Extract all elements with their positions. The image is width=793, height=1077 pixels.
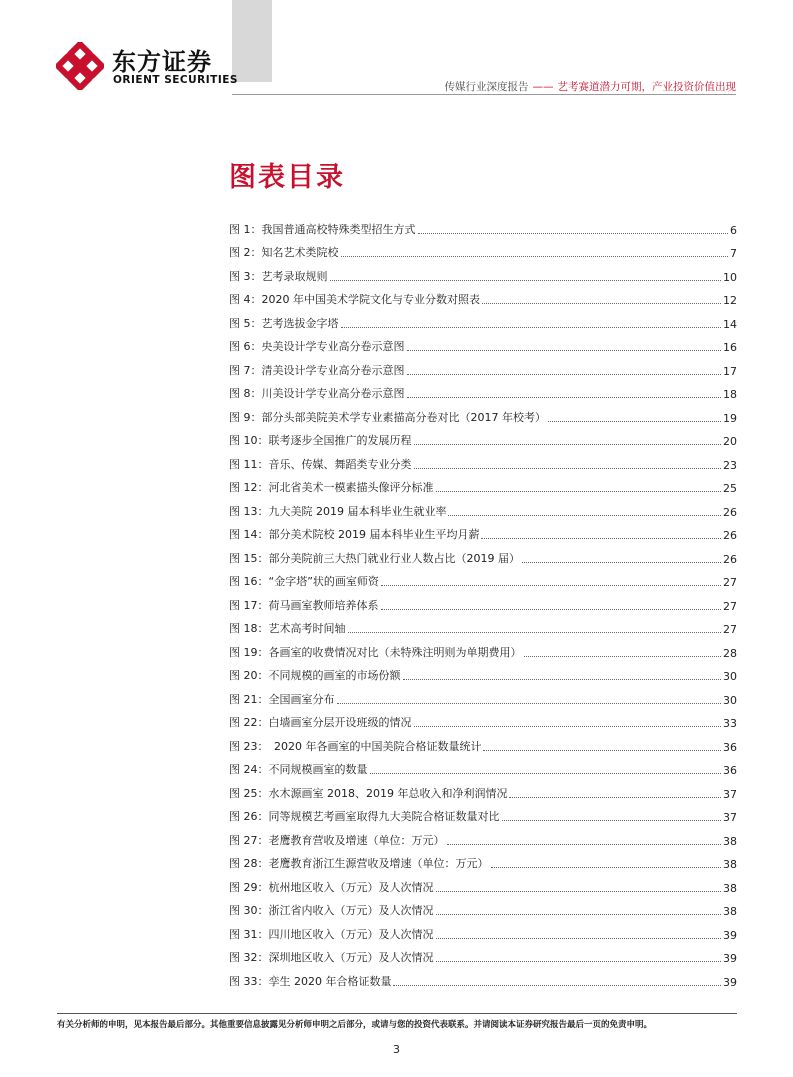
toc-entry-label[interactable]: 图 15：部分美院前三大热门就业行业人数占比（2019 届） <box>229 551 520 565</box>
toc-entry[interactable] <box>229 378 737 402</box>
page-title: 图表目录 <box>229 162 345 193</box>
toc-entry-page[interactable]: 36 <box>723 740 737 754</box>
toc-entry-label[interactable]: 图 1：我国普通高校特殊类型招生方式 <box>229 222 416 236</box>
toc-dot-leader <box>381 585 721 586</box>
toc-entry[interactable] <box>229 495 737 519</box>
toc-dot-leader <box>414 726 722 727</box>
toc-entry-label[interactable]: 图 27：老鹰教育营收及增速（单位：万元） <box>229 833 445 847</box>
toc-entry-page[interactable]: 26 <box>723 505 737 519</box>
toc-entry-page[interactable]: 39 <box>723 928 737 942</box>
toc-dot-leader <box>436 938 722 939</box>
toc-entry[interactable] <box>229 613 737 637</box>
toc-entry-page[interactable]: 28 <box>723 646 737 660</box>
toc-entry-page[interactable]: 37 <box>723 787 737 801</box>
toc-entry[interactable] <box>229 777 737 801</box>
toc-dot-leader <box>524 656 722 657</box>
toc-entry-page[interactable]: 27 <box>723 599 737 613</box>
toc-entry-label[interactable]: 图 13：九大美院 2019 届本科毕业生就业率 <box>229 504 447 518</box>
company-logo <box>56 42 238 92</box>
toc-dot-leader <box>330 280 722 281</box>
toc-entry-label[interactable]: 图 12：河北省美术一模素描头像评分标准 <box>229 481 434 494</box>
toc-dot-leader <box>407 350 722 351</box>
toc-entry[interactable] <box>229 425 737 449</box>
toc-entry-label[interactable]: 图 10：联考逐步全国推广的发展历程 <box>229 434 412 447</box>
toc-entry-page[interactable]: 20 <box>723 435 737 448</box>
toc-entry-page[interactable]: 14 <box>723 317 737 331</box>
toc-dot-leader <box>414 468 722 469</box>
toc-dot-leader <box>502 820 722 821</box>
toc-entry-page[interactable]: 38 <box>723 905 737 918</box>
toc-entry[interactable] <box>229 871 737 895</box>
toc-dot-leader <box>407 374 722 375</box>
toc-entry[interactable] <box>229 331 737 355</box>
toc-entry-label[interactable]: 图 11：音乐、传媒、舞蹈类专业分类 <box>229 457 412 471</box>
toc-dot-leader <box>403 679 722 680</box>
page-number: 3 <box>393 1043 400 1056</box>
toc-entry[interactable] <box>229 824 737 848</box>
toc-entry-page[interactable]: 33 <box>723 717 737 730</box>
toc-entry-page[interactable]: 39 <box>723 952 737 965</box>
toc-dot-leader <box>393 985 721 986</box>
toc-entry-label[interactable]: 图 4：2020 年中国美术学院文化与专业分数对照表 <box>229 293 480 306</box>
toc-entry-page[interactable]: 18 <box>723 388 737 401</box>
toc-dot-leader <box>447 844 722 845</box>
toc-entry[interactable] <box>229 401 737 425</box>
toc-dot-leader <box>414 444 722 445</box>
figure-table-of-contents <box>229 213 737 989</box>
toc-dot-leader <box>448 515 721 516</box>
toc-entry-page[interactable]: 17 <box>723 364 737 378</box>
toc-entry[interactable] <box>229 566 737 590</box>
toc-entry-label[interactable]: 图 31：四川地区收入（万元）及人次情况 <box>229 927 434 941</box>
toc-entry-page[interactable]: 12 <box>723 294 737 307</box>
toc-entry-page[interactable]: 38 <box>723 858 737 871</box>
toc-dot-leader <box>509 797 721 798</box>
header-decor-band <box>232 0 272 82</box>
toc-dot-leader <box>483 750 721 751</box>
toc-dot-leader <box>407 397 722 398</box>
report-subtitle: 艺考赛道潜力可期，产业投资价值出现 <box>557 81 736 93</box>
toc-entry-label[interactable]: 图 2：知名艺术类院校 <box>229 246 339 259</box>
brand-name-en: ORIENT SECURITIES <box>113 74 238 86</box>
toc-entry-page[interactable]: 26 <box>723 552 737 566</box>
toc-entry-label[interactable]: 图 25：水木源画室 2018、2019 年总收入和净利润情况 <box>229 786 508 800</box>
toc-entry[interactable] <box>229 589 737 613</box>
header-title <box>445 79 737 94</box>
toc-dot-leader <box>381 609 722 610</box>
toc-entry-page[interactable]: 10 <box>723 270 737 284</box>
toc-entry[interactable] <box>229 519 737 543</box>
toc-dot-leader <box>491 867 722 868</box>
toc-entry[interactable] <box>229 895 737 919</box>
footer-divider <box>57 1013 737 1014</box>
toc-entry-page[interactable]: 36 <box>723 764 737 777</box>
toc-dot-leader <box>370 773 722 774</box>
toc-entry-label[interactable]: 图 21：全国画室分布 <box>229 692 335 706</box>
header-separator: —— <box>532 81 554 93</box>
toc-dot-leader <box>337 703 722 704</box>
toc-entry-label[interactable]: 图 29：杭州地区收入（万元）及人次情况 <box>229 880 434 894</box>
toc-entry-page[interactable]: 25 <box>723 482 737 495</box>
toc-entry-label[interactable]: 图 5：艺考选拔金字塔 <box>229 316 339 330</box>
toc-entry[interactable] <box>229 354 737 378</box>
toc-entry-label[interactable]: 图 20：不同规模的画室的市场份额 <box>229 669 401 682</box>
toc-dot-leader <box>341 256 729 257</box>
toc-entry-label[interactable]: 图 9：部分头部美院美术学专业素描高分卷对比（2017 年校考） <box>229 410 546 424</box>
toc-entry[interactable] <box>229 707 737 731</box>
toc-entry[interactable] <box>229 754 737 778</box>
toc-entry-label[interactable]: 图 19：各画室的收费情况对比（未特殊注明则为单期费用） <box>229 645 522 659</box>
toc-entry[interactable] <box>229 730 737 754</box>
header-divider <box>232 94 736 95</box>
toc-entry-label[interactable]: 图 3：艺考录取规则 <box>229 269 328 283</box>
footer-disclaimer: 有关分析师的申明，见本报告最后部分。其他重要信息披露见分析师申明之后部分，或请与您的投资代表联系。并请阅读本证券研究报告最后一页的免责申明。 <box>57 1020 653 1030</box>
toc-entry-label[interactable]: 图 22：白墙画室分层开设班级的情况 <box>229 716 412 729</box>
toc-entry[interactable] <box>229 472 737 496</box>
toc-entry-page[interactable]: 6 <box>730 223 737 237</box>
toc-entry[interactable] <box>229 260 737 284</box>
toc-entry[interactable] <box>229 660 737 684</box>
toc-entry[interactable] <box>229 683 737 707</box>
toc-dot-leader <box>436 914 722 915</box>
toc-entry[interactable] <box>229 307 737 331</box>
toc-entry[interactable] <box>229 636 737 660</box>
toc-entry-label[interactable]: 图 16：“金字塔”状的画室师资 <box>229 575 379 588</box>
toc-entry-page[interactable]: 38 <box>723 834 737 848</box>
toc-entry-page[interactable]: 26 <box>723 529 737 542</box>
toc-entry-page[interactable]: 19 <box>723 411 737 425</box>
toc-entry[interactable] <box>229 448 737 472</box>
toc-entry-page[interactable]: 27 <box>723 576 737 589</box>
toc-entry-page[interactable]: 39 <box>723 975 737 989</box>
toc-entry[interactable] <box>229 942 737 966</box>
toc-entry-label[interactable]: 图 14：部分美术院校 2019 届本科毕业生平均月薪 <box>229 528 480 541</box>
toc-entry-label[interactable]: 图 32：深圳地区收入（万元）及人次情况 <box>229 951 434 964</box>
toc-entry-label[interactable]: 图 7：清美设计学专业高分卷示意图 <box>229 363 405 377</box>
toc-entry[interactable] <box>229 801 737 825</box>
toc-entry[interactable] <box>229 237 737 261</box>
toc-entry-label[interactable]: 图 23： 2020 年各画室的中国美院合格证数量统计 <box>229 739 482 753</box>
toc-dot-leader <box>436 491 722 492</box>
toc-dot-leader <box>482 303 721 304</box>
toc-dot-leader <box>348 632 722 633</box>
toc-dot-leader <box>436 961 722 962</box>
toc-dot-leader <box>548 421 721 422</box>
toc-entry-page[interactable]: 16 <box>723 341 737 354</box>
toc-dot-leader <box>418 233 729 234</box>
toc-dot-leader <box>481 538 721 539</box>
toc-dot-leader <box>436 891 722 892</box>
toc-entry-page[interactable]: 37 <box>723 811 737 824</box>
brand-name-cn: 东方证券 <box>112 48 212 76</box>
toc-entry-page[interactable]: 7 <box>730 247 737 260</box>
toc-entry-label[interactable]: 图 6：央美设计学专业高分卷示意图 <box>229 340 405 353</box>
toc-entry[interactable] <box>229 848 737 872</box>
toc-entry-label[interactable]: 图 26：同等规模艺考画室取得九大美院合格证数量对比 <box>229 810 500 823</box>
toc-dot-leader <box>341 327 722 328</box>
orient-logo-icon <box>56 42 104 90</box>
toc-entry-label[interactable]: 图 8：川美设计学专业高分卷示意图 <box>229 387 405 400</box>
report-type: 传媒行业深度报告 <box>444 81 529 93</box>
toc-entry-page[interactable]: 30 <box>723 670 737 683</box>
toc-entry[interactable] <box>229 213 737 237</box>
toc-entry-page[interactable]: 23 <box>723 458 737 472</box>
toc-entry[interactable] <box>229 965 737 989</box>
toc-entry-page[interactable]: 30 <box>723 693 737 707</box>
toc-entry-page[interactable]: 27 <box>723 623 737 636</box>
toc-entry[interactable] <box>229 918 737 942</box>
toc-entry-label[interactable]: 图 30：浙江省内收入（万元）及人次情况 <box>229 904 434 917</box>
toc-entry[interactable] <box>229 284 737 308</box>
toc-entry-label[interactable]: 图 24：不同规模画室的数量 <box>229 763 368 776</box>
toc-entry[interactable] <box>229 542 737 566</box>
toc-entry-label[interactable]: 图 17：荷马画室教师培养体系 <box>229 598 379 612</box>
toc-entry-label[interactable]: 图 28：老鹰教育浙江生源营收及增速（单位：万元） <box>229 857 489 870</box>
toc-entry-label[interactable]: 图 33：孪生 2020 年合格证数量 <box>229 974 392 988</box>
toc-dot-leader <box>522 562 721 563</box>
toc-entry-label[interactable]: 图 18：艺术高考时间轴 <box>229 622 346 635</box>
toc-entry-page[interactable]: 38 <box>723 881 737 895</box>
